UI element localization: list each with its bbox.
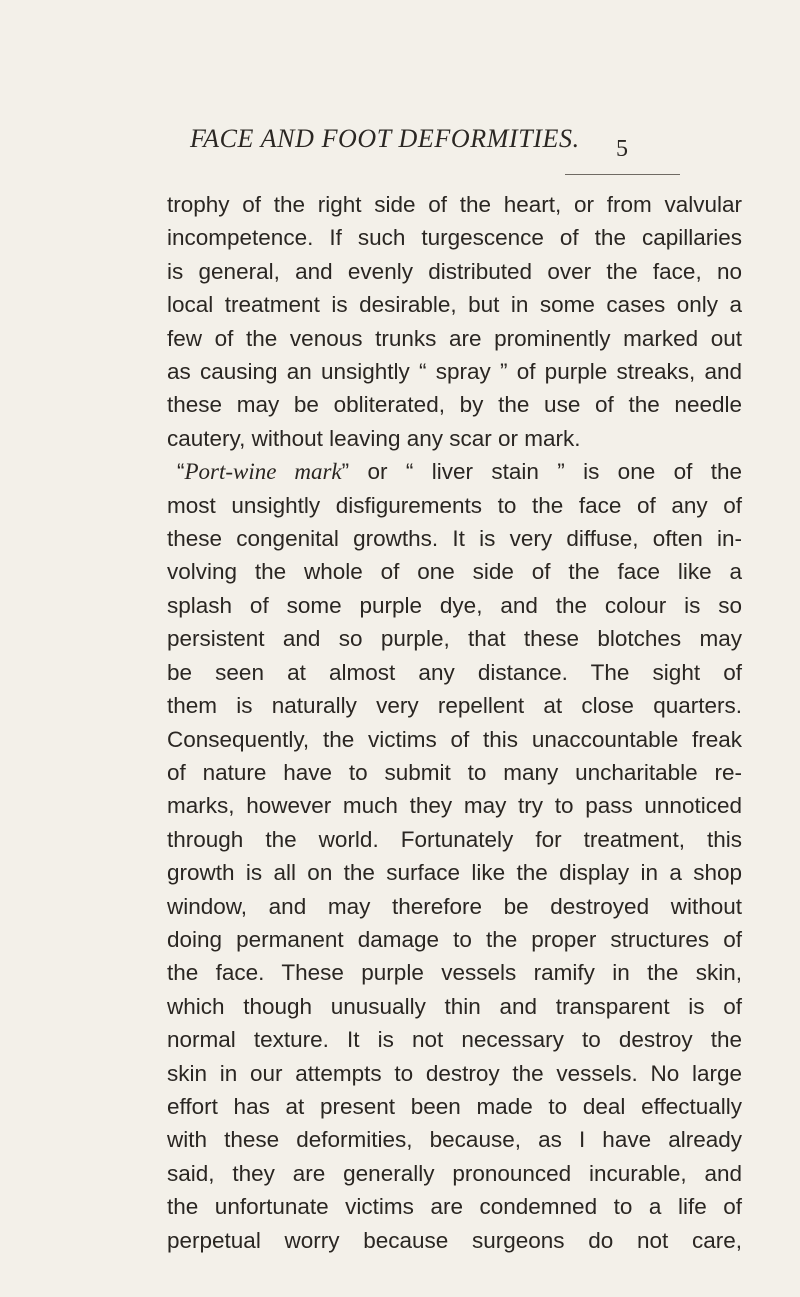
text-line: of nature have to submit to many uncharitable re- — [167, 759, 742, 785]
text-line: few of the venous trunks are prominently marked out — [167, 325, 742, 351]
text-line: is general, and evenly distributed over the face, no — [167, 258, 742, 284]
text-line: the face. These purple vessels ramify in the skin, — [167, 960, 742, 986]
text-line: Consequently, the victims of this unaccountable freak — [167, 726, 742, 752]
header-rule — [565, 174, 680, 175]
text-line: marks, however much they may try to pass unnoticed — [167, 793, 742, 819]
text-line: effort has at present been made to deal effectually — [167, 1093, 742, 1119]
text-line: persistent and so purple, that these blotches may — [167, 626, 742, 652]
text-line: which though unusually thin and transparent is of — [167, 993, 742, 1019]
text-line: the unfortunate victims are condemned to a life of — [167, 1194, 742, 1220]
text-line: doing permanent damage to the proper structures of — [167, 926, 742, 952]
text-line: window, and may therefore be destroyed without — [167, 893, 742, 919]
text-line-portwine — [167, 455, 742, 488]
text-line: said, they are generally pronounced incurable, and — [167, 1160, 742, 1186]
text-line: trophy of the right side of the heart, or from valvular — [167, 192, 742, 217]
text-line: incompetence. If such turgescence of the capillaries — [167, 225, 742, 251]
portwine-rest: ” or “ liver stain ” is one of the — [341, 459, 742, 485]
text-line: perpetual worry because surgeons do not care, — [167, 1227, 742, 1253]
text-line: volving the whole of one side of the face like a — [167, 559, 742, 585]
text-line: growth is all on the surface like the display in a shop — [167, 860, 742, 886]
page-number: 5 — [616, 136, 628, 162]
text-line: with these deformities, because, as I have already — [167, 1127, 742, 1153]
running-head: FACE AND FOOT DEFORMITIES. — [190, 124, 580, 153]
text-line: these congenital growths. It is very diffuse, often in- — [167, 526, 742, 552]
text-line: most unsightly disfigurements to the face of any of — [167, 492, 742, 518]
text-line: normal texture. It is not necessary to destroy the — [167, 1027, 742, 1053]
body-text — [167, 188, 742, 1257]
open-quote: “ — [177, 459, 185, 485]
text-line: be seen at almost any distance. The sight of — [167, 659, 742, 685]
text-line: as causing an unsightly “ spray ” of purple streaks, and — [167, 359, 742, 385]
text-line: splash of some purple dye, and the colour is so — [167, 592, 742, 618]
text-line: through the world. Fortunately for treatment, this — [167, 826, 742, 852]
text-line: cautery, without leaving any scar or mark. — [167, 425, 581, 451]
text-line: skin in our attempts to destroy the vessels. No large — [167, 1060, 742, 1086]
text-line: them is naturally very repellent at close quarters. — [167, 693, 742, 719]
port-wine-mark-term: Port-wine mark — [184, 459, 342, 485]
text-line: these may be obliterated, by the use of the needle — [167, 392, 742, 418]
text-line: local treatment is desirable, but in some cases only a — [167, 292, 742, 318]
